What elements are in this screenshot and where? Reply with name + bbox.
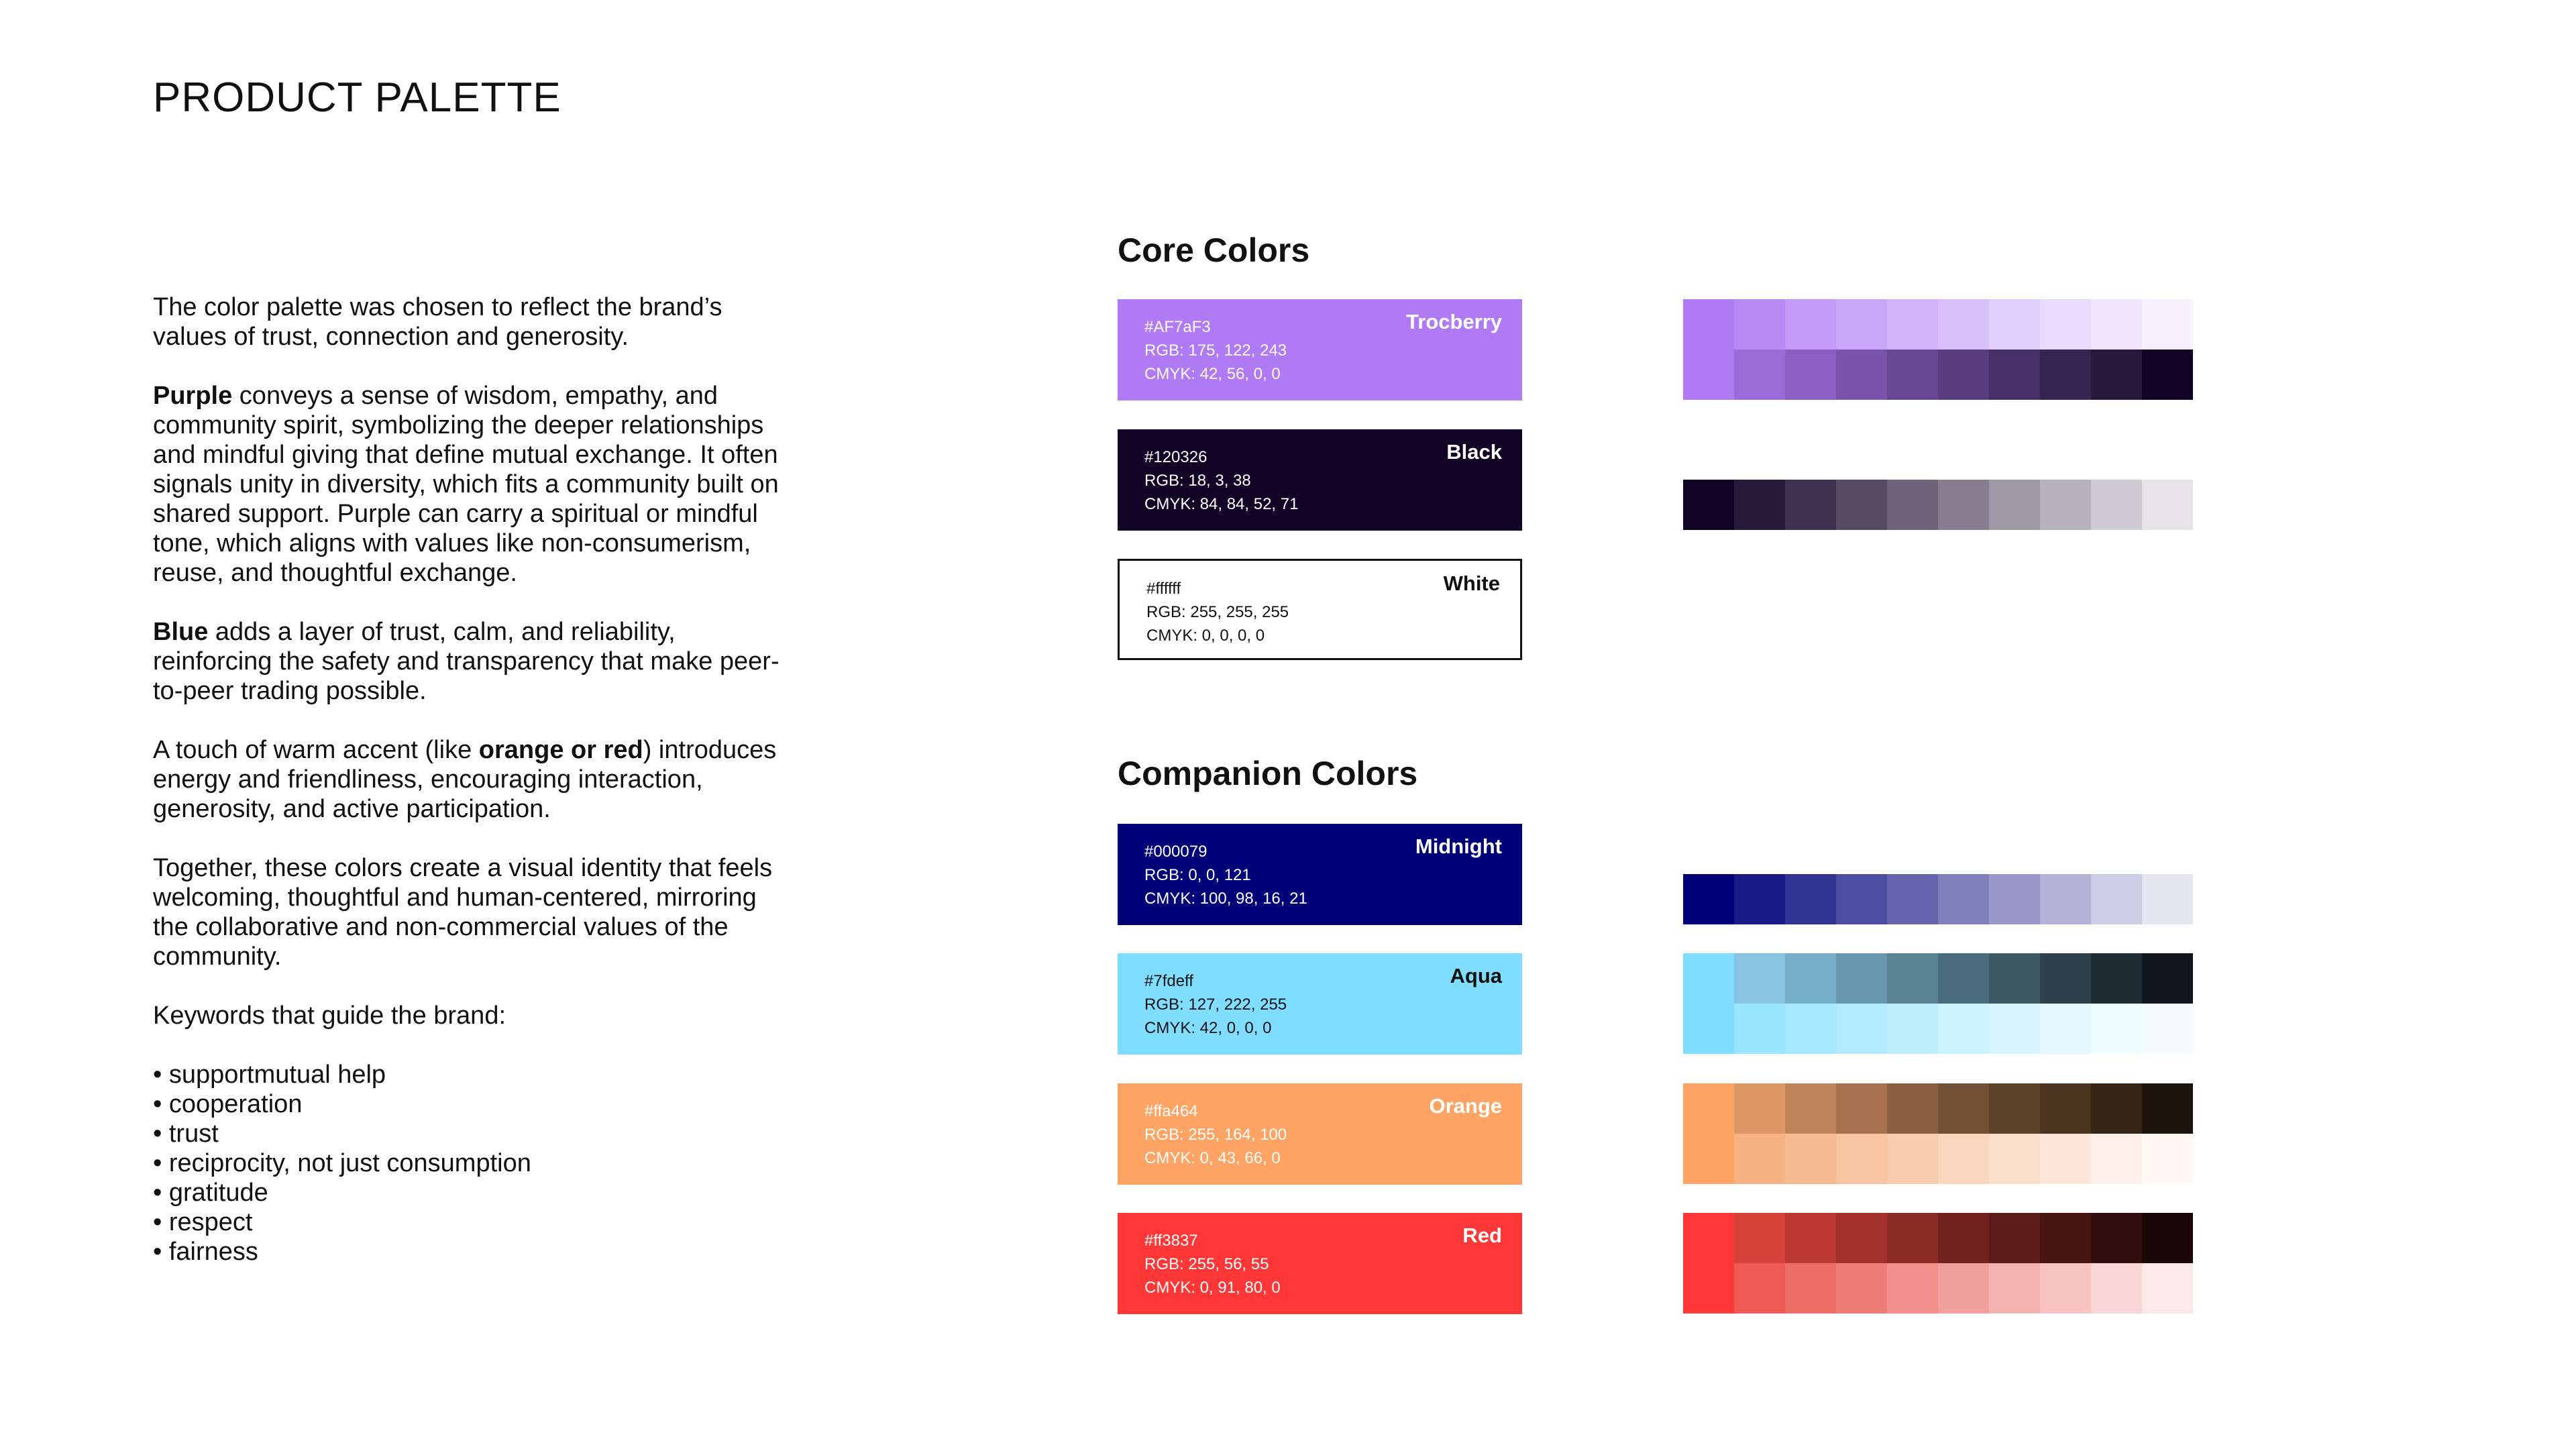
swatch-hex: #000079 (1144, 843, 1208, 861)
ramp-cell (2142, 1263, 2193, 1313)
ramp-cell (1683, 1263, 1734, 1313)
ramp-cell (1989, 874, 2040, 924)
swatch-card-midnight (1118, 824, 1522, 925)
ramp-cell (1683, 1004, 1734, 1054)
keywords-intro (153, 1001, 797, 1030)
swatch-card-black (1118, 429, 1522, 531)
ramp-cell (1938, 299, 1989, 350)
ramp-cell (1887, 299, 1938, 350)
ramp-midnight-tints (1683, 874, 2193, 924)
ramp-cell (1836, 1134, 1887, 1184)
swatch-info (1144, 445, 1298, 516)
ramp-cell (1887, 480, 1938, 530)
ramp-cell (1734, 874, 1785, 924)
ramp-cell (2040, 1213, 2091, 1263)
swatch-name: White (1443, 572, 1500, 595)
swatch-cmyk: CMYK: 42, 56, 0, 0 (1144, 365, 1281, 383)
swatch-info (1144, 969, 1287, 1040)
swatch-cmyk: CMYK: 0, 91, 80, 0 (1144, 1279, 1281, 1297)
ramp-cell (2040, 1004, 2091, 1054)
ramp-cell (1887, 953, 1938, 1004)
ramp-cell (2040, 299, 2091, 350)
ramp-cell (1734, 350, 1785, 400)
ramp-cell (1734, 1134, 1785, 1184)
ramp-trocberry-shades (1683, 350, 2193, 400)
ramp-cell (1836, 1263, 1887, 1313)
swatch-rgb: RGB: 18, 3, 38 (1144, 472, 1251, 490)
ramp-cell (1734, 1213, 1785, 1263)
ramp-cell (1836, 1004, 1887, 1054)
purple-paragraph (153, 381, 797, 588)
ramp-cell (1938, 874, 1989, 924)
swatch-info (1144, 1229, 1281, 1299)
ramp-cell (1734, 480, 1785, 530)
swatch-name: Aqua (1450, 964, 1502, 987)
ramp-cell (1989, 1213, 2040, 1263)
summary-paragraph (153, 853, 797, 971)
ramp-cell (1734, 299, 1785, 350)
swatch-card-aqua (1118, 953, 1522, 1055)
ramp-cell (1887, 350, 1938, 400)
swatch-card-red (1118, 1213, 1522, 1314)
ramp-cell (1683, 299, 1734, 350)
ramp-cell (1989, 1083, 2040, 1134)
intro-text: The color palette was chosen to reflect the brand’s values of trust, connection and generosity. (153, 293, 722, 351)
summary-text: Together, these colors create a visual identity that feels welcoming, thoughtful and human-centered, mirroring the collaborative and non-commercial values of the community. (153, 854, 773, 971)
ramp-cell (1836, 1083, 1887, 1134)
ramp-cell (2091, 350, 2142, 400)
ramp-cell (2091, 874, 2142, 924)
swatch-cmyk: CMYK: 0, 43, 66, 0 (1144, 1149, 1281, 1167)
ramp-cell (1989, 350, 2040, 400)
ramp-cell (1938, 480, 1989, 530)
ramp-cell (2142, 480, 2193, 530)
ramp-cell (1938, 1263, 1989, 1313)
keyword-item: • cooperation (153, 1090, 303, 1118)
blue-text: adds a layer of trust, calm, and reliability, reinforcing the safety and transparency that make peer-to-peer trading possible. (153, 618, 780, 705)
ramp-trocberry-tints (1683, 299, 2193, 350)
purple-text: conveys a sense of wisdom, empathy, and community spirit, symbolizing the deeper relationships and mindful giving that define mutual exchange. It often signals unity in diversity, which fits a community built on shared support. Purple can carry a spiritual or mindful tone, which aligns with values like non-consumerism, reuse, and thoughtful exchange. (153, 382, 779, 587)
ramp-cell (2091, 953, 2142, 1004)
keyword-item: • fairness (153, 1238, 258, 1266)
ramp-cell (1989, 1134, 2040, 1184)
ramp-cell (1887, 1134, 1938, 1184)
swatch-card-trocberry (1118, 299, 1522, 400)
ramp-cell (1836, 1213, 1887, 1263)
ramp-cell (1683, 1213, 1734, 1263)
ramp-cell (2040, 1263, 2091, 1313)
warm-text-pre: A touch of warm accent (like (153, 736, 479, 764)
ramp-cell (1989, 299, 2040, 350)
ramp-cell (2142, 350, 2193, 400)
swatch-rgb: RGB: 175, 122, 243 (1144, 341, 1287, 360)
ramp-cell (2091, 1213, 2142, 1263)
swatch-info (1144, 315, 1287, 386)
warm-text-post: ) introduces energy and friendliness, encouraging interaction, generosity, and active participation. (153, 736, 777, 823)
ramp-black-tints (1683, 480, 2193, 530)
ramp-cell (1785, 480, 1836, 530)
ramp-cell (2040, 1083, 2091, 1134)
purple-heading: Purple (153, 382, 233, 410)
ramp-cell (2040, 874, 2091, 924)
ramp-cell (2142, 299, 2193, 350)
ramp-red-shades (1683, 1213, 2193, 1263)
page-title: PRODUCT PALETTE (153, 74, 561, 121)
swatch-card-orange (1118, 1083, 1522, 1185)
swatch-rgb: RGB: 255, 255, 255 (1146, 603, 1289, 621)
swatch-name: Trocberry (1405, 310, 1502, 333)
ramp-cell (1785, 299, 1836, 350)
ramp-cell (1836, 480, 1887, 530)
ramp-cell (1785, 1004, 1836, 1054)
ramp-cell (1734, 1263, 1785, 1313)
swatch-rgb: RGB: 255, 56, 55 (1144, 1255, 1269, 1273)
ramp-aqua-tints (1683, 1004, 2193, 1054)
keyword-item: • trust (153, 1120, 219, 1148)
ramp-cell (2091, 1134, 2142, 1184)
swatch-name: Red (1462, 1224, 1502, 1247)
ramp-cell (2091, 1004, 2142, 1054)
swatch-hex: #7fdeff (1144, 972, 1193, 990)
ramp-cell (2040, 953, 2091, 1004)
swatch-card-white (1118, 559, 1522, 660)
swatch-rgb: RGB: 127, 222, 255 (1144, 996, 1287, 1014)
ramp-cell (1938, 1213, 1989, 1263)
ramp-cell (1989, 480, 2040, 530)
swatch-rgb: RGB: 0, 0, 121 (1144, 866, 1251, 884)
ramp-cell (2040, 480, 2091, 530)
keyword-item: • reciprocity, not just consumption (153, 1149, 531, 1177)
ramp-cell (1734, 1004, 1785, 1054)
ramp-cell (2040, 1134, 2091, 1184)
blue-heading: Blue (153, 618, 209, 646)
swatch-hex: #120326 (1144, 448, 1208, 466)
ramp-cell (1836, 299, 1887, 350)
warm-heading: orange or red (478, 736, 643, 764)
ramp-cell (1887, 1213, 1938, 1263)
ramp-cell (1785, 1134, 1836, 1184)
ramp-cell (1836, 953, 1887, 1004)
ramp-cell (2142, 953, 2193, 1004)
swatch-cmyk: CMYK: 0, 0, 0, 0 (1146, 627, 1265, 645)
ramp-cell (1734, 953, 1785, 1004)
swatch-hex: #ffa464 (1144, 1102, 1198, 1120)
ramp-cell (1887, 874, 1938, 924)
ramp-cell (1938, 953, 1989, 1004)
ramp-cell (1683, 350, 1734, 400)
swatch-cmyk: CMYK: 84, 84, 52, 71 (1144, 495, 1299, 513)
ramp-cell (1938, 350, 1989, 400)
ramp-cell (2142, 1083, 2193, 1134)
ramp-cell (1683, 874, 1734, 924)
intro-paragraph (153, 292, 797, 352)
swatch-hex: #AF7aF3 (1144, 318, 1211, 336)
ramp-cell (1887, 1083, 1938, 1134)
swatch-cmyk: CMYK: 42, 0, 0, 0 (1144, 1019, 1272, 1037)
ramp-cell (1989, 1004, 2040, 1054)
ramp-cell (2040, 350, 2091, 400)
swatch-name: Orange (1429, 1094, 1502, 1118)
blue-paragraph (153, 617, 797, 706)
ramp-cell (1683, 1134, 1734, 1184)
ramp-cell (2091, 1083, 2142, 1134)
swatch-cmyk: CMYK: 100, 98, 16, 21 (1144, 890, 1307, 908)
ramp-cell (1785, 1083, 1836, 1134)
ramp-cell (1785, 953, 1836, 1004)
ramp-cell (2142, 874, 2193, 924)
ramp-cell (1836, 350, 1887, 400)
swatch-name: Midnight (1415, 835, 1502, 858)
ramp-cell (1683, 1083, 1734, 1134)
ramp-cell (1734, 1083, 1785, 1134)
intro-copy (153, 292, 797, 1267)
ramp-cell (1785, 874, 1836, 924)
ramp-cell (1785, 1213, 1836, 1263)
ramp-cell (1938, 1134, 1989, 1184)
ramp-cell (1938, 1004, 1989, 1054)
ramp-cell (1938, 1083, 1989, 1134)
ramp-cell (1989, 953, 2040, 1004)
ramp-cell (1683, 480, 1734, 530)
swatch-hex: #ff3837 (1144, 1232, 1198, 1250)
warm-paragraph (153, 735, 797, 824)
keyword-item: • respect (153, 1208, 253, 1236)
keyword-item: • supportmutual help (153, 1061, 386, 1089)
keywords-intro-text: Keywords that guide the brand: (153, 1002, 506, 1030)
ramp-orange-shades (1683, 1083, 2193, 1134)
ramp-cell (2091, 1263, 2142, 1313)
companion-colors-title: Companion Colors (1118, 755, 1418, 792)
swatch-info (1144, 840, 1307, 910)
ramp-cell (1989, 1263, 2040, 1313)
keywords-list (153, 1060, 797, 1267)
swatch-hex: #ffffff (1146, 580, 1181, 598)
ramp-cell (2142, 1213, 2193, 1263)
swatch-name: Black (1446, 440, 1502, 464)
keyword-item: • gratitude (153, 1179, 268, 1207)
ramp-cell (2091, 299, 2142, 350)
ramp-cell (2142, 1004, 2193, 1054)
ramp-cell (1836, 874, 1887, 924)
ramp-cell (1683, 953, 1734, 1004)
ramp-cell (1785, 350, 1836, 400)
swatch-rgb: RGB: 255, 164, 100 (1144, 1126, 1287, 1144)
swatch-info (1144, 1099, 1287, 1170)
ramp-cell (1887, 1263, 1938, 1313)
ramp-red-tints (1683, 1263, 2193, 1313)
core-colors-title: Core Colors (1118, 231, 1310, 269)
ramp-cell (2142, 1134, 2193, 1184)
ramp-cell (1887, 1004, 1938, 1054)
ramp-aqua-shades (1683, 953, 2193, 1004)
ramp-orange-tints (1683, 1134, 2193, 1184)
ramp-cell (1785, 1263, 1836, 1313)
swatch-info (1146, 577, 1289, 647)
ramp-cell (2091, 480, 2142, 530)
